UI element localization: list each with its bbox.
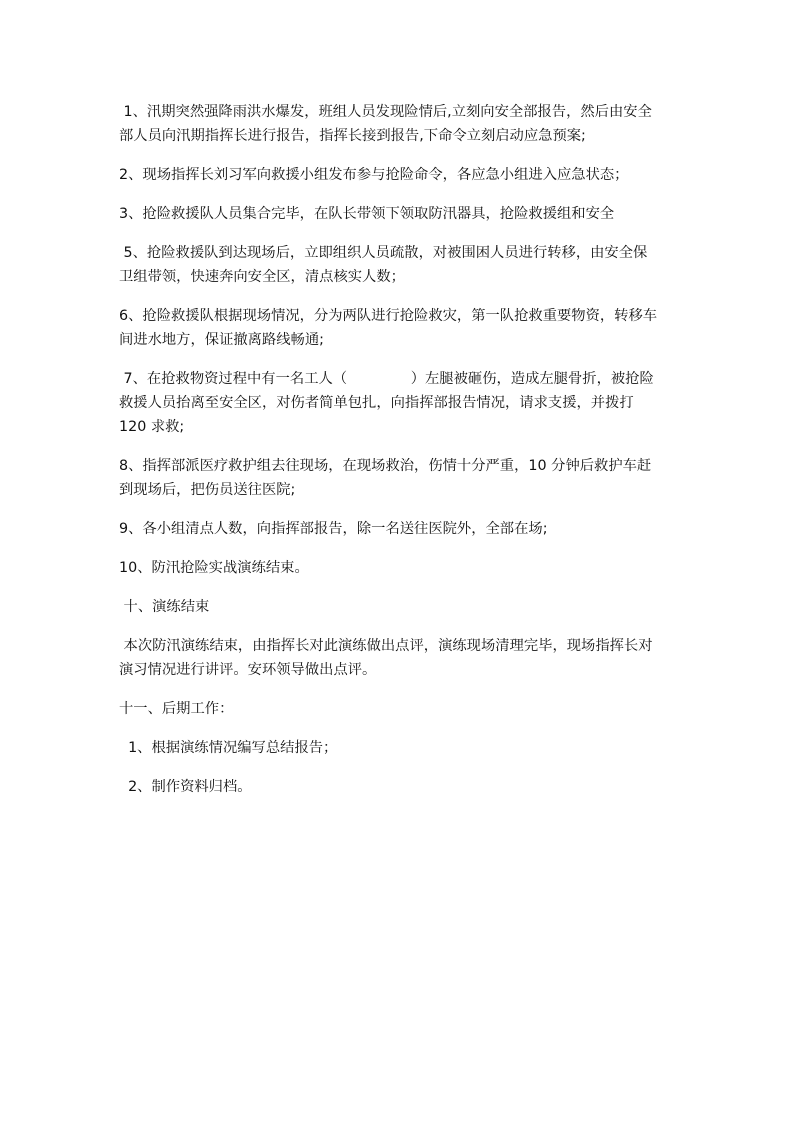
text-line: 到现场后，把伤员送往医院; (119, 482, 296, 498)
text-line: 部人员向汛期指挥长进行报告，指挥长接到报告,下命令立刻启动应急预案; (119, 128, 586, 144)
document-body (119, 100, 679, 814)
paragraph (119, 367, 679, 439)
text-line: 本次防汛演练结束，由指挥长对此演练做出点评，演练现场清理完毕，现场指挥长对 (119, 638, 653, 654)
text-line: 3、抢险救援队人员集合完毕，在队长带领下领取防汛器具，抢险救援组和安全 (119, 206, 615, 222)
text-line: 1、根据演练情况编写总结报告； (119, 740, 338, 756)
text-line: 7、在抢救物资过程中有一名工人（ ）左腿被砸伤，造成左腿骨折，被抢险 (119, 371, 654, 387)
paragraph (119, 454, 679, 502)
paragraph (119, 634, 679, 682)
text-line: 5、抢险救援队到达现场后，立即组织人员疏散，对被围困人员进行转移，由安全保 (119, 245, 648, 261)
text-line: 8、指挥部派医疗救护组去往现场，在现场救治，伤情十分严重，10 分钟后救护车赶 (119, 458, 652, 474)
text-line: 卫组带领，快速奔向安全区，清点核实人数； (119, 269, 405, 285)
paragraph (119, 775, 679, 799)
paragraph (119, 241, 679, 289)
paragraph (119, 100, 679, 148)
text-line: 6、抢险救援队根据现场情况，分为两队进行抢险救灾，第一队抢救重要物资，转移车 (119, 308, 658, 324)
paragraph (119, 202, 679, 226)
text-line: 救援人员抬离至安全区，对伤者简单包扎，向指挥部报告情况，请求支援，并拨打 (119, 395, 634, 411)
text-line: 间进水地方，保证撤离路线畅通; (119, 332, 324, 348)
text-line: 2、现场指挥长刘习军向救援小组发布参与抢险命令，各应急小组进入应急状态； (119, 167, 629, 183)
text-line: 120 求救; (119, 419, 185, 435)
text-line: 十、演练结束 (119, 599, 210, 615)
text-line: 十一、后期工作： (119, 701, 234, 717)
text-line: 2、制作资料归档。 (119, 779, 252, 795)
paragraph (119, 304, 679, 352)
text-line: 10、防汛抢险实战演练结束。 (119, 560, 309, 576)
paragraph (119, 736, 679, 760)
text-line: 1、汛期突然强降雨洪水爆发，班组人员发现险情后,立刻向安全部报告，然后由安全 (119, 104, 652, 120)
text-line: 演习情况进行讲评。安环领导做出点评。 (119, 662, 377, 678)
paragraph (119, 163, 679, 187)
paragraph (119, 517, 679, 541)
paragraph (119, 697, 679, 721)
paragraph (119, 595, 679, 619)
text-line: 9、各小组清点人数，向指挥部报告，除一名送往医院外，全部在场; (119, 521, 548, 537)
paragraph (119, 556, 679, 580)
